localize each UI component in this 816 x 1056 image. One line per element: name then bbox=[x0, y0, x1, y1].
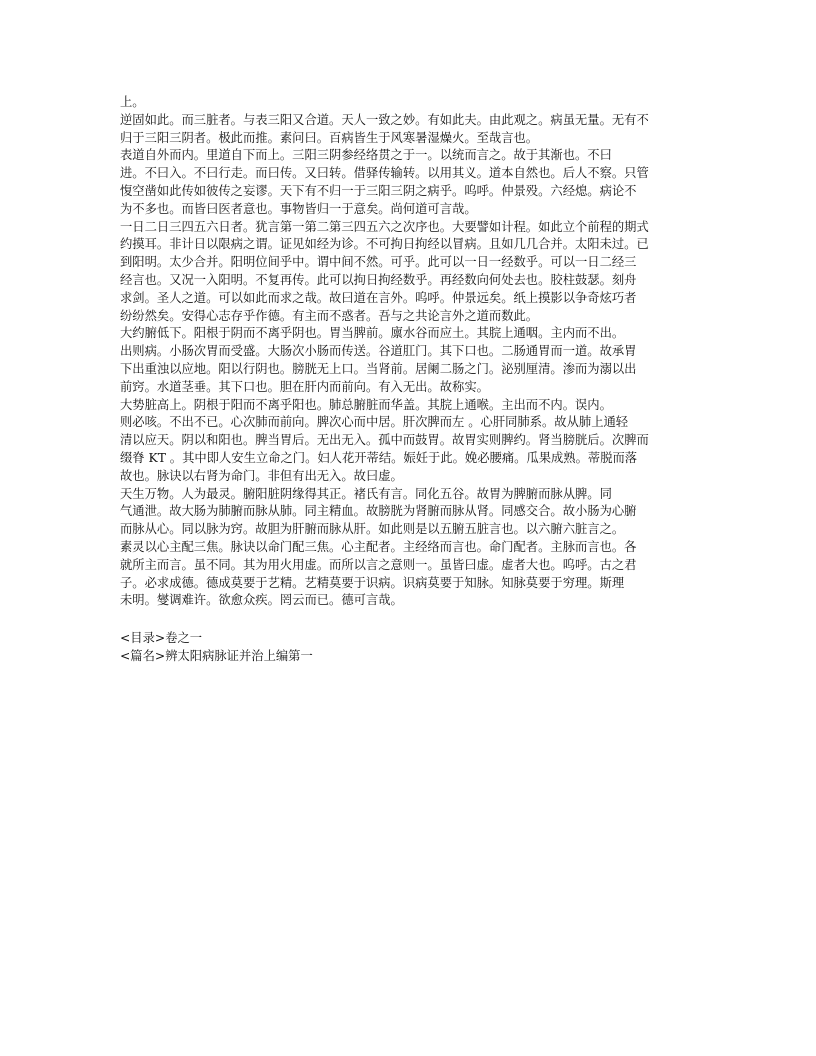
text-line: 上。 bbox=[120, 95, 145, 109]
text-line: 一日二日三四五六日者。犹言第一第二第三四五六之次序也。大要譬如计程。如此立个前程的期式 bbox=[120, 219, 649, 234]
text-line: 天生万物。人为最灵。腑阳脏阴缘得其正。褚氏有言。同化五谷。故胃为脾腑而脉从脾。同 bbox=[120, 486, 612, 501]
body-text bbox=[120, 94, 700, 610]
document-page bbox=[120, 94, 700, 666]
catalog-heading: <目录>卷之一 bbox=[120, 631, 203, 646]
text-line: 就所主而言。虽不同。其为用火用虚。而所以言之意则一。虽皆曰虚。虚者大也。呜呼。古之君 bbox=[120, 557, 637, 572]
text-line: 进。不曰入。不曰行走。而曰传。又曰转。借驿传输转。以用其义。道本自然也。后人不察。只管 bbox=[120, 166, 649, 181]
text-line: 气通泄。故大肠为肺腑而脉从肺。同主精血。故膀胱为肾腑而脉从肾。同感交合。故小肠为心腑 bbox=[120, 504, 637, 519]
text-line: 则必咳。不出不已。心次肺而前向。脾次心而中居。肝次脾而左 。心肝同肺系。故从肺上通轻 bbox=[120, 415, 629, 430]
text-line: 而脉从心。同以脉为窍。故胆为肝腑而脉从肝。如此则是以五腑五脏言也。以六腑六脏言之。 bbox=[120, 522, 625, 537]
text-line: 未明。燮调难许。欲愈众疾。罔云而已。德可言哉。 bbox=[120, 593, 403, 608]
text-line: 纷纷然矣。安得心志存乎作德。有主而不惑者。吾与之共论言外之道而数此。 bbox=[120, 308, 539, 323]
text-line: 缀脊 KT 。其中即人安生立命之门。妇人花开蒂结。娠妊于此。娩必腰痛。瓜果成熟。蒂脱而落 bbox=[120, 450, 638, 465]
text-line: 清以应天。阴以和阳也。脾当胃后。无出无入。孤中而鼓胃。故胃实则脾约。肾当膀胱后。次脾而 bbox=[120, 433, 649, 448]
text-line: 求剑。圣人之道。可以如此而求之哉。故曰道在言外。呜呼。仲景远矣。纸上摸影以争奇炫巧者 bbox=[120, 290, 637, 305]
text-line: 故也。脉诀以右肾为命门。非但有出无入。故曰虚。 bbox=[120, 468, 403, 483]
text-line: 大势脏高上。阴根于阳而不离乎阳也。肺总腑脏而华盖。其脘上通喉。主出而不内。误内。 bbox=[120, 397, 612, 412]
text-line: 经言也。又况一入阳明。不复再传。此可以拘日拘经数乎。再经数向何处去也。胶柱鼓瑟。刻舟 bbox=[120, 272, 637, 287]
text-line: 下出重浊以应地。阳以行阴也。膀胱无上口。当肾前。居阑二肠之门。泌别厘清。渗而为溺以出 bbox=[120, 361, 637, 376]
text-line: 愎空凿如此传如彼传之妄谬。天下有不归一于三阳三阴之病乎。呜呼。仲景殁。六经熄。病论不 bbox=[120, 183, 637, 198]
text-line: 表道自外而内。里道自下而上。三阳三阴参经络贯之于一。以统而言之。故于其渐也。不曰 bbox=[120, 148, 612, 163]
text-line: 为不多也。而皆曰医者意也。事物皆归一于意矣。尚何道可言哉。 bbox=[120, 201, 477, 216]
text-line: 出则病。小肠次胃而受盛。大肠次小肠而传送。谷道肛门。其下口也。二肠通胃而一道。故承胃 bbox=[120, 344, 637, 359]
text-line: 子。必求成德。德成莫要于艺精。艺精莫要于识病。识病莫要于知脉。知脉莫要于穷理。斯理 bbox=[120, 575, 625, 590]
chapter-heading: <篇名>辨太阳病脉证并治上编第一 bbox=[120, 648, 313, 663]
text-line: 素灵以心主配三焦。脉诀以命门配三焦。心主配者。主经络而言也。命门配者。主脉而言也。各 bbox=[120, 539, 637, 554]
text-line: 归于三阳三阴者。极此而推。素问曰。百病皆生于风寒暑湿燥火。至哉言也。 bbox=[120, 130, 539, 145]
text-line: 约摸耳。非计日以限病之谓。证见如经为诊。不可拘日拘经以冒病。且如几几合并。太阳未过。已 bbox=[120, 237, 649, 252]
text-line: 逆固如此。而三脏者。与表三阳又合道。天人一致之妙。有如此夫。由此观之。病虽无量。无有不 bbox=[120, 112, 649, 127]
section-gap bbox=[120, 610, 700, 630]
text-line: 大约腑低下。阳根于阴而不离乎阴也。胃当脾前。廪水谷而应土。其脘上通咽。主内而不出。 bbox=[120, 326, 625, 341]
text-line: 前窍。水道茎垂。其下口也。胆在肝内而前向。有入无出。故称实。 bbox=[120, 379, 489, 394]
text-line: 到阳明。太少合并。阳明位间乎中。谓中间不然。可乎。此可以一日一经数乎。可以一日二经三 bbox=[120, 255, 637, 270]
